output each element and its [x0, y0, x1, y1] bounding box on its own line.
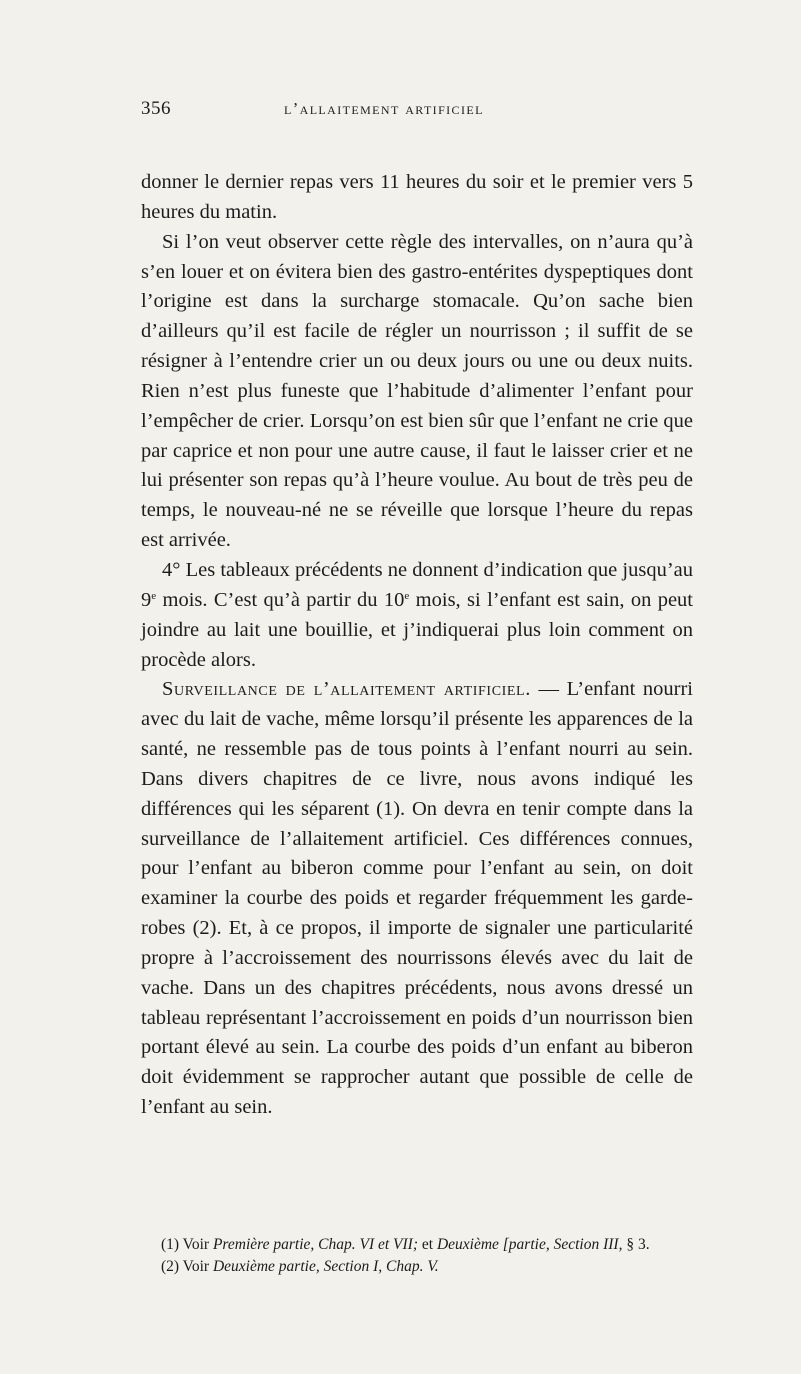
paragraph-3-part-a: 4° Les tableaux précédents ne donnent d’indication que jusqu’au 9 [141, 558, 693, 611]
page-number: 356 [141, 98, 171, 119]
footnotes [141, 1234, 693, 1278]
paragraph-3 [141, 556, 693, 675]
paragraph-1: donner le dernier repas vers 11 heures du soir et le premier vers 5 heures du matin. [141, 171, 693, 223]
footnote-2-marker: (2) Voir [161, 1258, 213, 1275]
paragraph-2: Si l’on veut observer cette règle des intervalles, on n’aura qu’à s’en louer et on évitera bien des gastro-entérites dyspeptiques dont l’origine est dans la surcharge stomacale. Qu’on sache bien d’ailleurs qu’il est facile de régler un nourrisson ; il suffit de se résigner à l’entendre crier un ou deux jours ou une ou deux nuits. Rien n’est plus funeste que l’habitude d’alimenter l’enfant pour l’empêcher de crier. Lorsqu’on est bien sûr que l’enfant ne crie que par caprice et non pour une autre cause, il faut le laisser crier et ne lui présenter son repas qu’à l’heure voulue. Au bout de très peu de temps, le nouveau-né ne se réveille que lorsque l’heure du repas est arrivée. [141, 230, 693, 552]
paragraph-3-part-c: mois, si l’enfant est sain, on peut joindre au lait une bouillie, et j’indiquerai plus loin comment on procède alors. [141, 588, 693, 671]
footnote-1-marker: (1) Voir [161, 1236, 213, 1253]
running-title: l’allaitement artificiel [284, 99, 484, 118]
paragraph-3-part-b: mois. C’est qu’à partir du 10 [156, 588, 405, 611]
paragraph-4 [141, 675, 693, 1123]
paragraph-4-text: — L’enfant nourri avec du lait de vache, même lorsqu’il présente les apparences de la santé, ne ressemble pas de tous points à l’enfant nourri au sein. Dans divers chapitres de ce livre, nous avons indiqué les différences qui les séparent (1). On devra en tenir compte dans la surveillance de l’allaitement artificiel. Ces différences connues, pour l’enfant au biberon comme pour l’enfant au sein, on doit examiner la courbe des poids et regarder fréquemment les garde-robes (2). Et, à ce propos, il importe de signaler une particularité propre à l’accroissement des nourrissons élevés avec du lait de vache. Dans un des chapitres précédents, nous avons dressé un tableau représentant l’accroissement en poids d’un nourrisson bien portant élevé au sein. La courbe des poids d’un enfant au biberon doit évidemment se rapprocher autant que possible de celle de l’enfant au sein. [141, 678, 693, 1119]
page-header [141, 98, 693, 132]
footnote-1 [141, 1234, 693, 1256]
footnote-2 [141, 1256, 693, 1278]
footnote-2-reference: Deuxième partie, Section I, Chap. V. [212, 1258, 439, 1275]
superscript-e: e [404, 589, 410, 602]
body-text [141, 168, 693, 1123]
footnote-1-reference-2: Deuxième [partie, Section III, [436, 1236, 623, 1253]
footnote-1-reference-1: Première partie, Chap. VI et VII; [212, 1236, 418, 1253]
section-heading: Surveillance de l’allaitement artificiel. [162, 678, 531, 701]
footnote-1-end: § 3. [622, 1236, 650, 1253]
footnote-1-conjunction: et [418, 1236, 437, 1253]
superscript-e: e [151, 589, 157, 602]
